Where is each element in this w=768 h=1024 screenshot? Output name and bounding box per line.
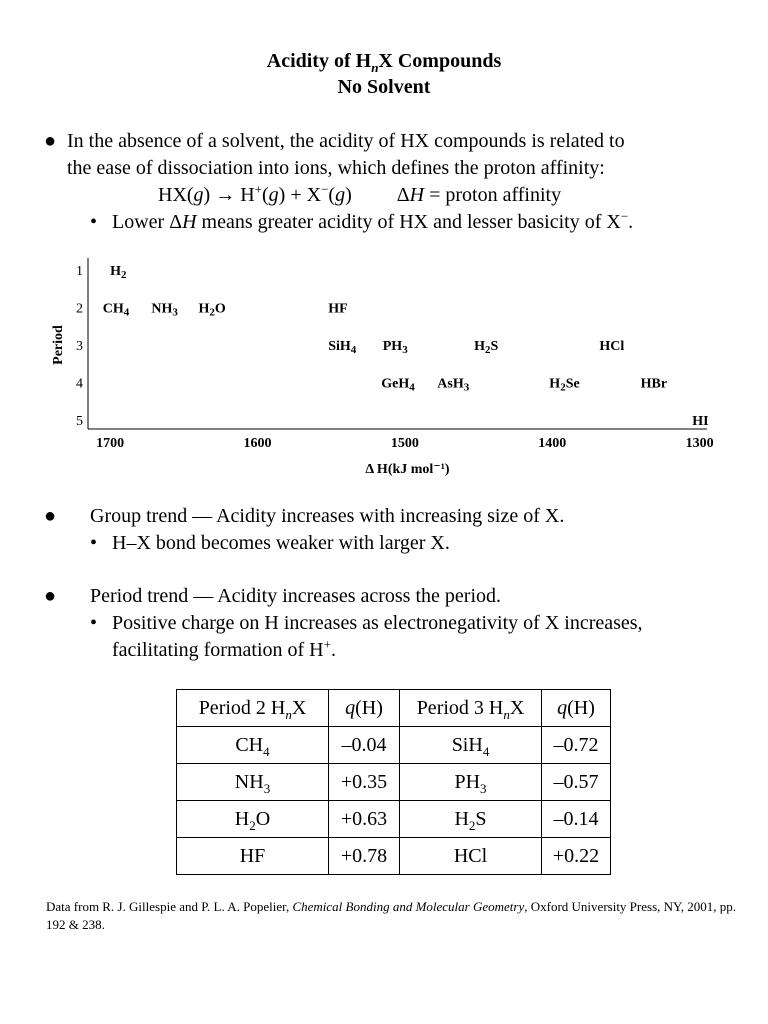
y-tick-label: 2 bbox=[76, 301, 83, 317]
y-tick-label: 4 bbox=[76, 376, 83, 392]
x-tick-label: 1600 bbox=[243, 436, 272, 451]
cell-p2-compound: $NH_3$ bbox=[177, 764, 329, 801]
table-header-row bbox=[177, 690, 611, 727]
title-text-end: X Compounds bbox=[378, 50, 502, 72]
cell-p2-charge: +0.35 bbox=[329, 764, 400, 801]
data-point-label: GeH4 bbox=[381, 376, 415, 394]
period-trend-sub-2: facilitating formation of H+. bbox=[112, 636, 336, 661]
y-tick-label: 1 bbox=[76, 264, 83, 279]
delta-h-symbol: ΔH bbox=[396, 184, 425, 206]
y-tick-label: 5 bbox=[76, 414, 83, 429]
cell-p3-charge: +0.22 bbox=[542, 838, 611, 875]
data-point-label: HBr bbox=[640, 376, 668, 392]
data-point-label: H2O bbox=[198, 301, 226, 319]
x-tick-label: 1500 bbox=[390, 436, 419, 451]
x-tick-label: 1700 bbox=[96, 436, 125, 451]
data-point-label: H2Se bbox=[549, 376, 580, 394]
data-point-label: HI bbox=[692, 414, 709, 429]
cell-p3-compound: $PH_3$ bbox=[400, 764, 542, 801]
header-period-2: Period 2 $H_nX$ bbox=[177, 690, 329, 727]
y-tick-label: 3 bbox=[76, 339, 83, 354]
data-points bbox=[103, 264, 709, 429]
partial-charge-table bbox=[176, 689, 611, 875]
data-point-label: H2S bbox=[474, 339, 499, 356]
intro-sub-text: Lower ΔH means greater acidity of HX and lesser basicity of X−. bbox=[112, 208, 634, 233]
table-row bbox=[177, 727, 611, 764]
header-period-3: Period 3 $H_nX$ bbox=[400, 690, 542, 727]
intro-line-2: the ease of dissociation into ions, which defines the proton affinity: bbox=[67, 157, 605, 179]
intro-line-1: In the absence of a solvent, the acidity of HX compounds is related to bbox=[67, 130, 625, 152]
sub-bullet-intro: • bbox=[90, 211, 98, 233]
source-footnote: Data from R. J. Gillespie and P. L. A. Popelier, Chemical Bonding and Molecular Geometry, Oxford University Press, NY, 2001, pp. 192 & 238. bbox=[46, 899, 736, 932]
data-point-label: HF bbox=[328, 301, 348, 317]
book-title: Chemical Bonding and Molecular Geometry bbox=[292, 899, 525, 914]
cell-p3-compound: SiH$_4$ bbox=[400, 727, 542, 764]
cell-p2-charge: –0.04 bbox=[329, 727, 400, 764]
table-row bbox=[177, 764, 611, 801]
cell-p3-charge: –0.57 bbox=[542, 764, 611, 801]
dissociation-equation: HX(g) → H+(g) + X−(g) ΔH = proton affinity bbox=[158, 181, 562, 206]
data-point-label: HCl bbox=[599, 339, 625, 354]
bullet-period: ● bbox=[44, 585, 57, 607]
x-tick-label: 1400 bbox=[538, 436, 567, 451]
table-row bbox=[177, 838, 611, 875]
sub-bullet-period: • bbox=[90, 612, 98, 634]
period-trend-text: Period trend — Acidity increases across the period. bbox=[90, 585, 501, 607]
header-q-h-2: q(H) bbox=[329, 690, 400, 727]
cell-p2-charge: +0.78 bbox=[329, 838, 400, 875]
data-point-label: SiH4 bbox=[328, 339, 357, 356]
x-ticks bbox=[96, 436, 714, 451]
cell-p3-compound: $H_2S$ bbox=[400, 801, 542, 838]
cell-p3-charge: –0.14 bbox=[542, 801, 611, 838]
proton-affinity-chart bbox=[40, 255, 730, 485]
data-point-label: AsH3 bbox=[437, 376, 470, 394]
title-text: Acidity of H bbox=[266, 50, 372, 72]
group-trend-sub: H–X bond becomes weaker with larger X. bbox=[112, 532, 450, 554]
cell-p3-compound: HCl bbox=[400, 838, 542, 875]
bullet-group: ● bbox=[44, 505, 57, 527]
data-point-label: PH3 bbox=[382, 339, 408, 356]
y-axis-label: Period bbox=[51, 325, 66, 365]
page-subtitle: No Solvent bbox=[337, 76, 431, 98]
cell-p2-compound: $H_2O$ bbox=[177, 801, 329, 838]
cell-p2-charge: +0.63 bbox=[329, 801, 400, 838]
x-axis-label: Δ H(kJ mol⁻¹) bbox=[365, 462, 450, 477]
page-title bbox=[0, 49, 768, 74]
period-trend-sub-1: Positive charge on H increases as electronegativity of X increases, bbox=[112, 612, 643, 634]
data-point-label: H2 bbox=[110, 264, 127, 281]
title-sub-n: n bbox=[371, 60, 379, 75]
group-trend-text: Group trend — Acidity increases with increasing size of X. bbox=[90, 505, 565, 527]
sub-bullet-group: • bbox=[90, 532, 98, 554]
table-row bbox=[177, 801, 611, 838]
x-tick-label: 1300 bbox=[685, 436, 714, 451]
data-point-label: NH3 bbox=[151, 301, 178, 319]
data-point-label: CH4 bbox=[102, 301, 130, 319]
cell-p2-compound: $CH_4$ bbox=[177, 727, 329, 764]
cell-p3-charge: –0.72 bbox=[542, 727, 611, 764]
y-ticks bbox=[76, 264, 83, 429]
header-q-h-3: q(H) bbox=[542, 690, 611, 727]
bullet-intro: ● bbox=[44, 130, 57, 152]
cell-p2-compound: HF bbox=[177, 838, 329, 875]
